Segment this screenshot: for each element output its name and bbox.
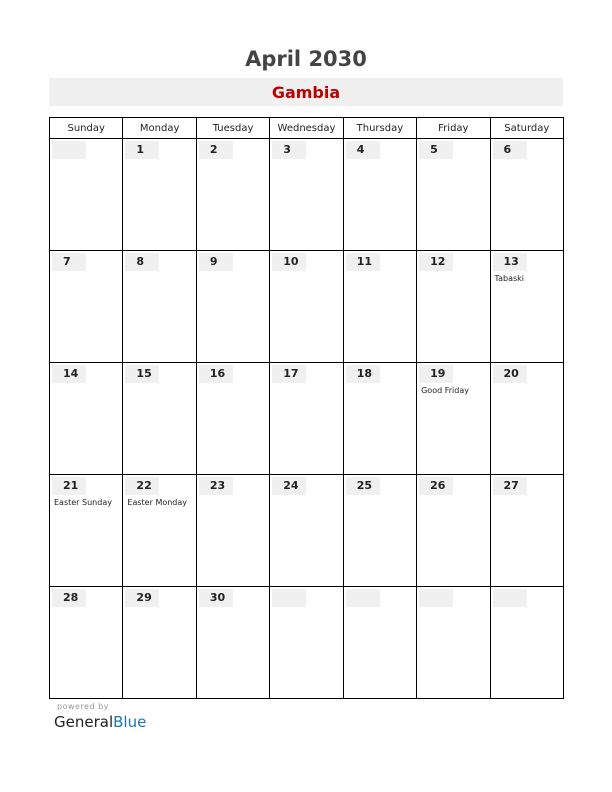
day-cell [50,251,123,363]
day-number: 24 [272,477,306,495]
day-number: 19 [419,365,453,383]
country-banner [49,78,563,106]
day-number: 21 [52,477,86,495]
day-cell [123,363,196,475]
weekday-header-thursday: Thursday [343,118,416,139]
day-cell [270,363,343,475]
day-cell [50,587,123,699]
day-number [419,589,453,607]
day-cell [196,251,269,363]
day-number: 16 [199,365,233,383]
page-title: April 2030 [245,47,367,71]
day-number: 20 [493,365,527,383]
day-cell [196,475,269,587]
day-cell [490,363,563,475]
day-number: 9 [199,253,233,271]
day-cell [196,363,269,475]
day-number: 18 [346,365,380,383]
country-name: Gambia [271,82,341,102]
day-cell [50,475,123,587]
brand-logo [54,713,146,731]
day-number: 6 [493,141,527,159]
day-cell [343,587,416,699]
day-cell [270,475,343,587]
day-number: 8 [125,253,159,271]
day-cell [196,587,269,699]
day-cell [123,251,196,363]
day-number: 23 [199,477,233,495]
day-number: 5 [419,141,453,159]
powered-by-text: powered by [57,702,109,711]
week-row [50,363,564,475]
day-cell [270,251,343,363]
day-cell [270,139,343,251]
holiday-label: Good Friday [421,386,469,395]
weekday-header-wednesday: Wednesday [270,118,343,139]
day-cell [343,139,416,251]
day-cell [490,587,563,699]
week-row [50,475,564,587]
day-number: 30 [199,589,233,607]
holiday-label: Tabaski [494,274,524,283]
day-number: 14 [52,365,86,383]
day-cell [417,139,490,251]
holiday-label: Easter Monday [127,498,188,507]
day-cell [196,139,269,251]
day-number [346,589,380,607]
day-cell [417,475,490,587]
brand-general: General [54,713,114,731]
holiday-label: Easter Sunday [54,498,112,507]
weekday-header-friday: Friday [417,118,490,139]
day-number [493,589,527,607]
weekday-header-monday: Monday [123,118,196,139]
day-number: 15 [125,365,159,383]
calendar-grid [49,117,564,699]
day-cell [343,251,416,363]
day-number: 25 [346,477,380,495]
day-cell [343,475,416,587]
day-number: 29 [125,589,159,607]
day-cell [343,363,416,475]
day-cell [417,251,490,363]
day-number: 27 [493,477,527,495]
weekday-header-row [50,118,564,139]
week-row [50,587,564,699]
day-number: 28 [52,589,86,607]
day-cell [417,363,490,475]
day-number: 26 [419,477,453,495]
day-cell [123,587,196,699]
day-number: 11 [346,253,380,271]
day-cell [417,587,490,699]
day-cell [123,475,196,587]
day-cell [490,475,563,587]
day-cell [490,251,563,363]
day-number: 17 [272,365,306,383]
weekday-header-saturday: Saturday [490,118,563,139]
weekday-header-sunday: Sunday [50,118,123,139]
day-number: 3 [272,141,306,159]
day-number: 12 [419,253,453,271]
day-number: 1 [125,141,159,159]
brand-blue: Blue [113,713,147,731]
day-number: 7 [52,253,86,271]
day-number: 13 [493,253,527,271]
day-cell [50,139,123,251]
week-row [50,251,564,363]
day-cell [270,587,343,699]
day-cell [123,139,196,251]
weekday-header-tuesday: Tuesday [196,118,269,139]
day-cell [50,363,123,475]
day-number: 10 [272,253,306,271]
day-number: 22 [125,477,159,495]
day-number [52,141,86,159]
day-cell [490,139,563,251]
day-number [272,589,306,607]
day-number: 2 [199,141,233,159]
week-row [50,139,564,251]
day-number: 4 [346,141,380,159]
